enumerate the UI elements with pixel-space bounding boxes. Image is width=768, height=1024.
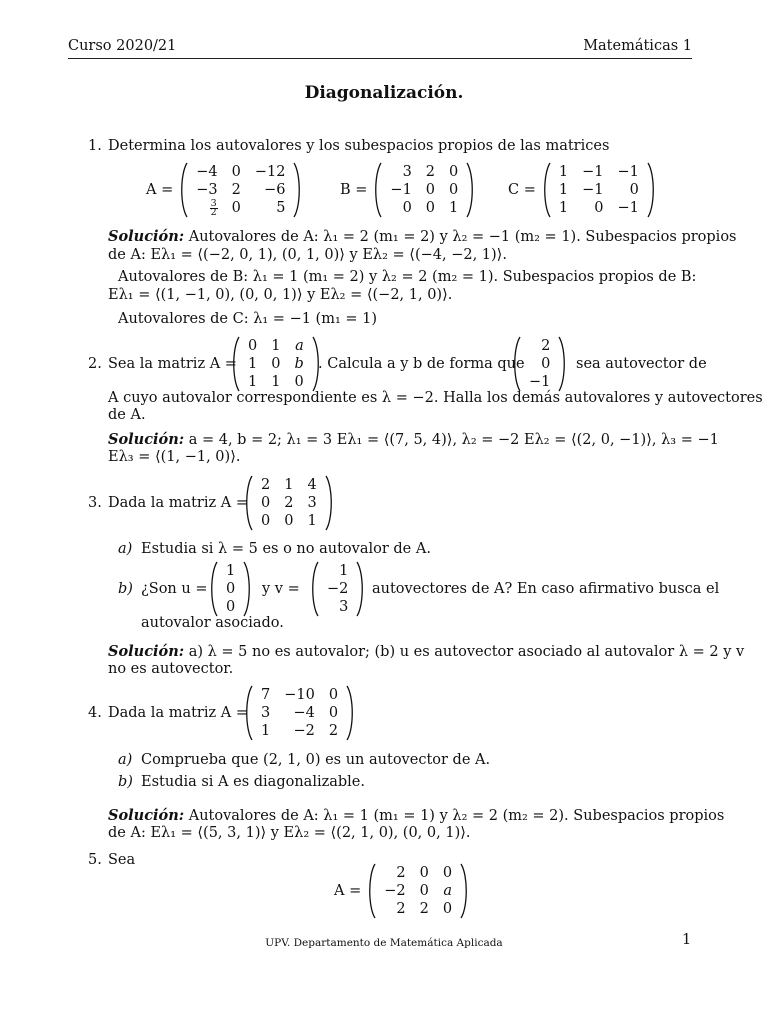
header-course: Curso 2020/21: [68, 38, 177, 54]
left-paren-icon: [373, 162, 383, 218]
problem-3b-label: b): [118, 581, 133, 597]
matrix-entries: 2 0 0 −2 0 a 2 2 0: [384, 865, 453, 917]
left-paren-icon: [542, 162, 552, 218]
left-paren-icon: [179, 162, 189, 218]
problem-4-text: Dada la matriz A =: [108, 705, 248, 721]
solution-1-line-1: Solución: Autovalores de A: λ₁ = 2 (m₁ = 2) y λ₂ = −1 (m₂ = 1). Subespacios propios: [108, 228, 737, 245]
right-paren-icon: [459, 863, 469, 919]
right-paren-icon: [465, 162, 475, 218]
solution-3-line-1: Solución: a) λ = 5 no es autovalor; (b) u es autovector asociado al autovalor λ = 2 y v: [108, 643, 745, 660]
problem-2-text-2: . Calcula a y b de forma que: [318, 356, 525, 372]
vector-u-p3: [209, 561, 252, 617]
left-paren-icon: [367, 863, 377, 919]
matrix-entries: 0 1 a 1 0 b 1 1 0: [248, 338, 304, 390]
matrix-label: A =: [146, 182, 174, 198]
vector-v-p3: [310, 561, 365, 617]
right-paren-icon: [324, 475, 334, 531]
problem-2-text-3: sea autovector de: [576, 356, 707, 372]
solution-4-line-1: Solución: Autovalores de A: λ₁ = 1 (m₁ = 1) y λ₂ = 2 (m₂ = 2). Subespacios propios: [108, 807, 725, 824]
matrix-A-p3: [244, 475, 334, 531]
matrix-C-p1: [508, 162, 656, 218]
matrix-entries: 7 −10 0 3 −4 0 1 −2 2: [261, 687, 339, 739]
page-footer: UPV. Departamento de Matemática Aplicada: [265, 937, 503, 949]
problem-4b-label: b): [118, 774, 133, 790]
problem-5-number: 5.: [88, 852, 102, 868]
problem-2-text-1: Sea la matriz A =: [108, 356, 237, 372]
left-paren-icon: [244, 685, 254, 741]
right-paren-icon: [355, 561, 365, 617]
matrix-A-p5: [334, 863, 469, 919]
problem-3-number: 3.: [88, 495, 102, 511]
problem-1-statement: Determina los autovalores y los subespacios propios de las matrices: [108, 138, 610, 154]
matrix-entries: −4 0 −12 −3 2 −6 $\frac{3}{2}$ 0 5: [196, 164, 286, 218]
problem-3b-line-2: autovalor asociado.: [141, 615, 284, 631]
problem-1-number: 1.: [88, 138, 102, 154]
matrix-entries: 2 1 4 0 2 3 0 0 1: [261, 477, 317, 529]
matrix-label: C =: [508, 182, 536, 198]
solution-1-line-2: de A: Eλ₁ = ⟨(−2, 0, 1), (0, 1, 0)⟩ y Eλ₂ = ⟨(−4, −2, 1)⟩.: [108, 247, 507, 263]
solution-4-line-2: de A: Eλ₁ = ⟨(5, 3, 1)⟩ y Eλ₂ = ⟨(2, 1, 0), (0, 0, 1)⟩.: [108, 825, 471, 841]
problem-2-number: 2.: [88, 356, 102, 372]
solution-2-line-2: Eλ₃ = ⟨(1, −1, 0)⟩.: [108, 449, 241, 465]
problem-2-line-3: de A.: [108, 407, 146, 423]
vector-entries: 1 0 0: [226, 563, 236, 615]
solution-1-line-3: Autovalores de B: λ₁ = 1 (m₁ = 2) y λ₂ = 2 (m₂ = 1). Subespacios propios de B:: [118, 269, 697, 285]
right-paren-icon: [242, 561, 252, 617]
solution-label: Solución:: [108, 807, 185, 824]
solution-1-line-5: Autovalores de C: λ₁ = −1 (m₁ = 1): [118, 311, 378, 327]
left-paren-icon: [310, 561, 320, 617]
matrix-entries: 3 2 0 −1 0 0 0 0 1: [390, 164, 459, 216]
vector-entries: 1 −2 3: [327, 563, 349, 615]
problem-4a-label: a): [118, 752, 133, 768]
matrix-label: B =: [340, 182, 368, 198]
matrix-entries: 1 −1 −1 1 −1 0 1 0 −1: [558, 164, 639, 216]
left-paren-icon: [512, 336, 522, 392]
right-paren-icon: [292, 162, 302, 218]
right-paren-icon: [646, 162, 656, 218]
problem-3a-label: a): [118, 541, 133, 557]
left-paren-icon: [209, 561, 219, 617]
header-rule: [68, 58, 692, 59]
right-paren-icon: [345, 685, 355, 741]
matrix-A-p1: [146, 162, 302, 218]
solution-1-line-4: Eλ₁ = ⟨(1, −1, 0), (0, 0, 1)⟩ y Eλ₂ = ⟨(−2, 1, 0)⟩.: [108, 287, 453, 303]
matrix-label: A =: [334, 883, 362, 899]
problem-3b-text-3: autovectores de A? En caso afirmativo busca el: [372, 581, 720, 597]
matrix-B-p1: [340, 162, 475, 218]
page-number: 1: [682, 932, 692, 948]
problem-2-line-2: A cuyo autovalor correspondiente es λ = −2. Halla los demás autovalores y autovectores: [108, 390, 763, 406]
problem-5-text: Sea: [108, 852, 136, 868]
vector-p2: [512, 336, 567, 392]
solution-3-line-2: no es autovector.: [108, 661, 234, 677]
solution-2-line-1: Solución: a = 4, b = 2; λ₁ = 3 Eλ₁ = ⟨(7, 5, 4)⟩, λ₂ = −2 Eλ₂ = ⟨(2, 0, −1)⟩, λ₃ = −1: [108, 431, 719, 448]
problem-4a-text: Comprueba que (2, 1, 0) es un autovector de A.: [141, 752, 491, 768]
problem-3b-text-1: ¿Son u =: [141, 581, 208, 597]
solution-label: Solución:: [108, 643, 185, 660]
solution-label: Solución:: [108, 431, 185, 448]
document-title: Diagonalización.: [304, 83, 464, 103]
fraction-three-halves: $\frac{3}{2}$: [210, 197, 217, 218]
header-subject: Matemáticas 1: [583, 38, 692, 54]
matrix-A-p4: [244, 685, 355, 741]
problem-3-text: Dada la matriz A =: [108, 495, 248, 511]
matrix-A-p2: [231, 336, 321, 392]
vector-entries: 2 0 −1: [529, 338, 551, 390]
left-paren-icon: [244, 475, 254, 531]
problem-3b-text-2: y v =: [262, 581, 300, 597]
problem-4b-text: Estudia si A es diagonalizable.: [141, 774, 365, 790]
problem-4-number: 4.: [88, 705, 102, 721]
right-paren-icon: [557, 336, 567, 392]
left-paren-icon: [231, 336, 241, 392]
solution-label: Solución:: [108, 228, 185, 245]
problem-3a-text: Estudia si λ = 5 es o no autovalor de A.: [141, 541, 431, 557]
